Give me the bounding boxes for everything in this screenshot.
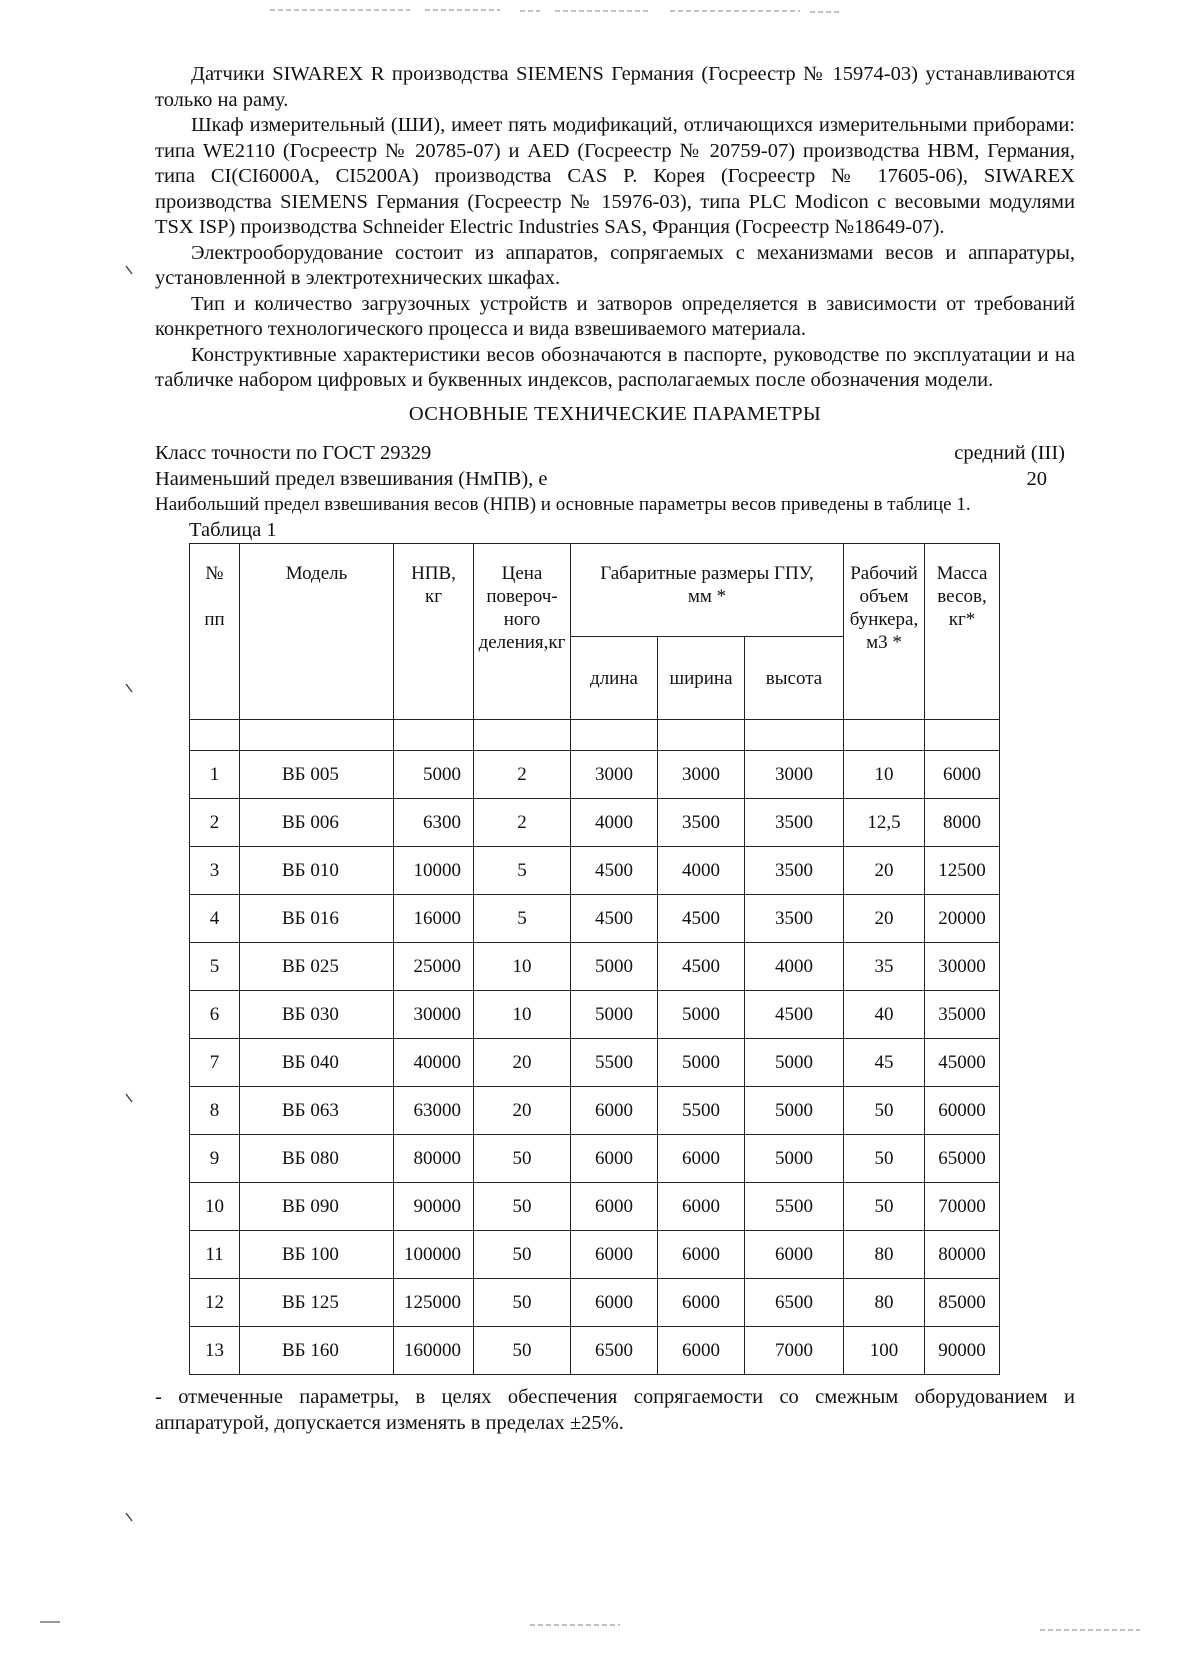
row-number: 1 bbox=[190, 751, 240, 799]
interval-cell: 10 bbox=[474, 943, 571, 991]
row-number: 6 bbox=[190, 991, 240, 1039]
volume-cell: 40 bbox=[844, 991, 925, 1039]
model-cell: ВБ 125 bbox=[240, 1279, 394, 1327]
model-cell: ВБ 063 bbox=[240, 1087, 394, 1135]
header-text: Рабочий объем бункера, м3 * bbox=[849, 563, 919, 653]
model-cell: ВБ 040 bbox=[240, 1039, 394, 1087]
interval-cell: 5 bbox=[474, 895, 571, 943]
header-dimensions bbox=[571, 544, 844, 637]
param-value: средний (III) bbox=[954, 442, 1065, 464]
row-number: 13 bbox=[190, 1327, 240, 1375]
document-page bbox=[155, 62, 1075, 1436]
table-row bbox=[190, 847, 1000, 895]
width-cell: 5000 bbox=[658, 1039, 745, 1087]
table-spacer-row bbox=[190, 720, 1000, 751]
header-width: ширина bbox=[658, 637, 745, 720]
row-number: 11 bbox=[190, 1231, 240, 1279]
volume-cell: 12,5 bbox=[844, 799, 925, 847]
mass-cell: 80000 bbox=[925, 1231, 1000, 1279]
mass-cell: 30000 bbox=[925, 943, 1000, 991]
param-label: Класс точности по ГОСТ 29329 bbox=[155, 442, 432, 464]
interval-cell: 20 bbox=[474, 1039, 571, 1087]
header-text: Модель bbox=[285, 563, 348, 584]
model-cell: ВБ 030 bbox=[240, 991, 394, 1039]
header-text: Масса весов, кг* bbox=[936, 563, 988, 630]
paragraph-sensors: Датчики SIWAREX R производства SIEMENS Германия (Госреестр № 15974-03) устанавливаются только на раму. bbox=[155, 63, 1075, 111]
length-cell: 6000 bbox=[571, 1135, 658, 1183]
paragraph-cabinet: Шкаф измерительный (ШИ), имеет пять модификаций, отличающихся измерительными приборами: типа WE2110 (Госреестр № 20785-07) и AED (Госреестр № 20759-07) производства HBM, Германия, типа CI(CI6000A, CI5200A) производства CAS P. Корея (Госреестр № 17605-06), SIWAREX производства SIEMENS Германия (Госреестр № 15976-03), типа PLC Modicon с весовыми модулями TSX ISP) производства Schneider Electric Industries SAS, Франция (Госреестр №18649-07). bbox=[155, 114, 1075, 238]
mass-cell: 90000 bbox=[925, 1327, 1000, 1375]
length-cell: 6000 bbox=[571, 1231, 658, 1279]
table-row bbox=[190, 751, 1000, 799]
length-cell: 6000 bbox=[571, 1087, 658, 1135]
interval-cell: 50 bbox=[474, 1231, 571, 1279]
height-cell: 3500 bbox=[745, 895, 844, 943]
length-cell: 5000 bbox=[571, 991, 658, 1039]
param-label: Наименьший предел взвешивания (НмПВ), е bbox=[155, 467, 548, 490]
mass-cell: 35000 bbox=[925, 991, 1000, 1039]
width-cell: 4500 bbox=[658, 943, 745, 991]
volume-cell: 35 bbox=[844, 943, 925, 991]
volume-cell: 100 bbox=[844, 1327, 925, 1375]
model-cell: ВБ 080 bbox=[240, 1135, 394, 1183]
header-number bbox=[190, 544, 240, 720]
table-row bbox=[190, 1183, 1000, 1231]
interval-cell: 5 bbox=[474, 847, 571, 895]
mass-cell: 45000 bbox=[925, 1039, 1000, 1087]
npv-cell: 6300 bbox=[394, 799, 474, 847]
mass-cell: 65000 bbox=[925, 1135, 1000, 1183]
paragraph-design-characteristics: Конструктивные характеристики весов обозначаются в паспорте, руководстве по эксплуатации и на табличке набором цифровых и буквенных индексов, располагаемых после обозначения модели. bbox=[155, 343, 1075, 391]
paragraph-electrical: Электрооборудование состоит из аппаратов, сопрягаемых с механизмами весов и аппаратуры, установленной в электротехнических шкафах. bbox=[155, 241, 1075, 289]
table-row bbox=[190, 1087, 1000, 1135]
mass-cell: 8000 bbox=[925, 799, 1000, 847]
length-cell: 5000 bbox=[571, 943, 658, 991]
volume-cell: 50 bbox=[844, 1135, 925, 1183]
table-intro: Наибольший предел взвешивания весов (НПВ) и основные параметры весов приведены в таблице 1. bbox=[155, 494, 971, 515]
npv-cell: 125000 bbox=[394, 1279, 474, 1327]
table-row bbox=[190, 1327, 1000, 1375]
mass-cell: 12500 bbox=[925, 847, 1000, 895]
header-text: НПВ, кг bbox=[411, 563, 456, 607]
height-cell: 3000 bbox=[745, 751, 844, 799]
height-cell: 5000 bbox=[745, 1087, 844, 1135]
length-cell: 4500 bbox=[571, 895, 658, 943]
height-cell: 5000 bbox=[745, 1135, 844, 1183]
npv-cell: 25000 bbox=[394, 943, 474, 991]
paragraph-loading-devices: Тип и количество загрузочных устройств и затворов определяется в зависимости от требований конкретного технологического процесса и вида взвешиваемого материала. bbox=[155, 292, 1075, 340]
length-cell: 4500 bbox=[571, 847, 658, 895]
model-cell: ВБ 010 bbox=[240, 847, 394, 895]
param-accuracy-class bbox=[155, 441, 1075, 467]
header-model bbox=[240, 544, 394, 720]
row-number: 12 bbox=[190, 1279, 240, 1327]
mass-cell: 60000 bbox=[925, 1087, 1000, 1135]
height-cell: 7000 bbox=[745, 1327, 844, 1375]
length-cell: 6000 bbox=[571, 1279, 658, 1327]
npv-cell: 5000 bbox=[394, 751, 474, 799]
param-value: 20 bbox=[1026, 467, 1047, 490]
interval-cell: 2 bbox=[474, 751, 571, 799]
mass-cell: 20000 bbox=[925, 895, 1000, 943]
width-cell: 6000 bbox=[658, 1183, 745, 1231]
width-cell: 3500 bbox=[658, 799, 745, 847]
table-caption: Таблица 1 bbox=[189, 518, 277, 541]
model-cell: ВБ 005 bbox=[240, 751, 394, 799]
table-row bbox=[190, 1135, 1000, 1183]
npv-cell: 100000 bbox=[394, 1231, 474, 1279]
volume-cell: 20 bbox=[844, 847, 925, 895]
interval-cell: 2 bbox=[474, 799, 571, 847]
width-cell: 6000 bbox=[658, 1279, 745, 1327]
interval-cell: 50 bbox=[474, 1327, 571, 1375]
height-cell: 3500 bbox=[745, 799, 844, 847]
npv-cell: 160000 bbox=[394, 1327, 474, 1375]
interval-cell: 50 bbox=[474, 1135, 571, 1183]
footnote: - отмеченные параметры, в целях обеспечения сопрягаемости со смежным оборудованием и аппаратурой, допускается изменять в пределах ±25%. bbox=[155, 1386, 1075, 1434]
header-text: Габаритные размеры ГПУ, мм * bbox=[600, 563, 814, 607]
height-cell: 5500 bbox=[745, 1183, 844, 1231]
height-cell: 3500 bbox=[745, 847, 844, 895]
header-npv bbox=[394, 544, 474, 720]
row-number: 3 bbox=[190, 847, 240, 895]
header-text: № пп bbox=[204, 563, 225, 630]
width-cell: 6000 bbox=[658, 1231, 745, 1279]
height-cell: 4500 bbox=[745, 991, 844, 1039]
volume-cell: 10 bbox=[844, 751, 925, 799]
table-row bbox=[190, 991, 1000, 1039]
length-cell: 5500 bbox=[571, 1039, 658, 1087]
table-row bbox=[190, 799, 1000, 847]
volume-cell: 80 bbox=[844, 1279, 925, 1327]
header-hopper-volume bbox=[844, 544, 925, 720]
model-cell: ВБ 100 bbox=[240, 1231, 394, 1279]
model-cell: ВБ 160 bbox=[240, 1327, 394, 1375]
width-cell: 5000 bbox=[658, 991, 745, 1039]
mass-cell: 70000 bbox=[925, 1183, 1000, 1231]
width-cell: 6000 bbox=[658, 1135, 745, 1183]
npv-cell: 40000 bbox=[394, 1039, 474, 1087]
row-number: 5 bbox=[190, 943, 240, 991]
table-row bbox=[190, 1039, 1000, 1087]
model-cell: ВБ 090 bbox=[240, 1183, 394, 1231]
row-number: 8 bbox=[190, 1087, 240, 1135]
row-number: 2 bbox=[190, 799, 240, 847]
width-cell: 4500 bbox=[658, 895, 745, 943]
width-cell: 6000 bbox=[658, 1327, 745, 1375]
volume-cell: 50 bbox=[844, 1087, 925, 1135]
header-length: длина bbox=[571, 637, 658, 720]
width-cell: 3000 bbox=[658, 751, 745, 799]
npv-cell: 30000 bbox=[394, 991, 474, 1039]
model-cell: ВБ 006 bbox=[240, 799, 394, 847]
npv-cell: 80000 bbox=[394, 1135, 474, 1183]
npv-cell: 63000 bbox=[394, 1087, 474, 1135]
height-cell: 4000 bbox=[745, 943, 844, 991]
model-cell: ВБ 016 bbox=[240, 895, 394, 943]
npv-cell: 16000 bbox=[394, 895, 474, 943]
npv-cell: 90000 bbox=[394, 1183, 474, 1231]
header-verification-interval bbox=[474, 544, 571, 720]
table-row bbox=[190, 1231, 1000, 1279]
header-text: Цена повероч- ного деления,кг bbox=[478, 563, 566, 653]
npv-cell: 10000 bbox=[394, 847, 474, 895]
interval-cell: 50 bbox=[474, 1183, 571, 1231]
volume-cell: 50 bbox=[844, 1183, 925, 1231]
table-row bbox=[190, 895, 1000, 943]
height-cell: 5000 bbox=[745, 1039, 844, 1087]
length-cell: 3000 bbox=[571, 751, 658, 799]
height-cell: 6000 bbox=[745, 1231, 844, 1279]
volume-cell: 20 bbox=[844, 895, 925, 943]
model-cell: ВБ 025 bbox=[240, 943, 394, 991]
header-height: высота bbox=[745, 637, 844, 720]
width-cell: 4000 bbox=[658, 847, 745, 895]
row-number: 9 bbox=[190, 1135, 240, 1183]
length-cell: 6000 bbox=[571, 1183, 658, 1231]
interval-cell: 20 bbox=[474, 1087, 571, 1135]
header-mass bbox=[925, 544, 1000, 720]
row-number: 10 bbox=[190, 1183, 240, 1231]
row-number: 4 bbox=[190, 895, 240, 943]
length-cell: 6500 bbox=[571, 1327, 658, 1375]
table-body bbox=[190, 720, 1000, 1375]
table-row bbox=[190, 943, 1000, 991]
interval-cell: 50 bbox=[474, 1279, 571, 1327]
height-cell: 6500 bbox=[745, 1279, 844, 1327]
length-cell: 4000 bbox=[571, 799, 658, 847]
mass-cell: 6000 bbox=[925, 751, 1000, 799]
width-cell: 5500 bbox=[658, 1087, 745, 1135]
interval-cell: 10 bbox=[474, 991, 571, 1039]
row-number: 7 bbox=[190, 1039, 240, 1087]
table-row bbox=[190, 1279, 1000, 1327]
mass-cell: 85000 bbox=[925, 1279, 1000, 1327]
volume-cell: 80 bbox=[844, 1231, 925, 1279]
section-heading: ОСНОВНЫЕ ТЕХНИЧЕСКИЕ ПАРАМЕТРЫ bbox=[408, 402, 822, 425]
volume-cell: 45 bbox=[844, 1039, 925, 1087]
parameters-table bbox=[189, 543, 1000, 1375]
param-min-weighing-limit bbox=[155, 467, 1075, 493]
